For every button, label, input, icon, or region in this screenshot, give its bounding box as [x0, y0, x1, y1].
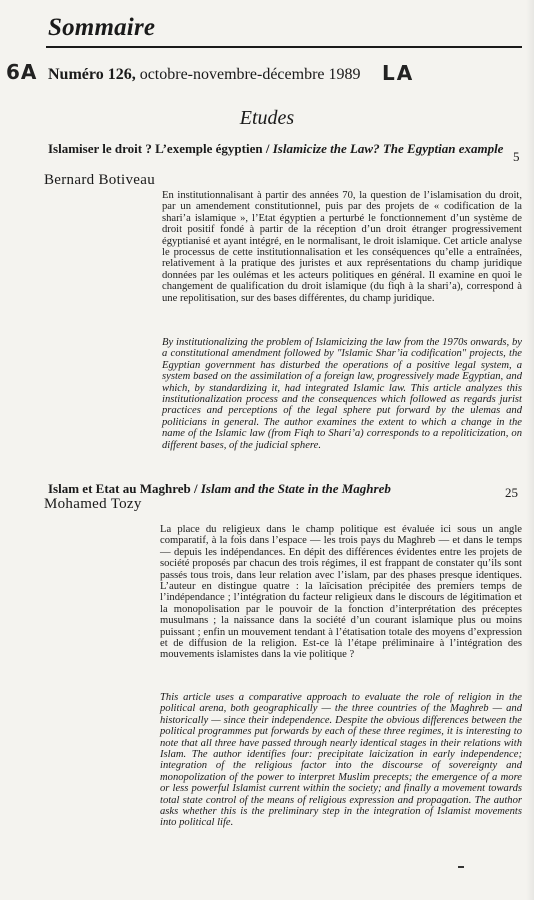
article-title-en: Islam and the State in the Maghreb — [200, 481, 391, 496]
page-title: Sommaire — [48, 14, 156, 41]
issue-date: octobre-novembre-décembre 1989 — [135, 66, 361, 83]
article-abstract-en: By institutionalizing the problem of Islamicizing the law from the 1970s onwards, by a constitutional amendment followed by "Islamic Shar’ia codification" projects, the Egyptian government has disturbed the operations of a positive legal system, a system based on the assimilation of a foreign law, progressively made Egyptian, and which, by standardizing it, had integrated Islamic law. This article analyzes this institutionalization process and the consequences which followed as regards jurist practices and perceptions of the legal sphere put forward by the ulemas and politicians in general. The author examines the extent to which a change in the name of the Islamic law (from Fiqh to Shari’a) corresponds to a repoliticization, on different bases, of the judicial sphere. — [162, 337, 522, 451]
article-title-fr: Islam et Etat au Maghreb / — [48, 481, 201, 496]
section-heading: Etudes — [239, 107, 295, 129]
article-abstract-fr: En institutionnalisant à partir des années 70, la question de l’islamisation du droit, par un amendement constitutionnel, puis par des projets de « codification de la shari’a islamique », l’Etat égyptien a perturbé le fonctionnement d’un système de droit positif fondé à partir de la réception d’un droit étranger progressivement égyptianisé et ayant intégré, en le normalisant, le droit islamique. Cet article analyse le processus de cette institutionnalisation et les conséquences qu’elle a entraînées, relativement à la pratique des juristes et aux représentations du champ juridique données par les oulémas et les acteurs politiques en général. Il examine en quoi le changement de qualification du droit islamique (du fiqh à la shari’a), correspond à une repolitisation, sur des bases différentes, du champ juridique. — [162, 190, 522, 304]
article-title — [48, 482, 506, 496]
article-author: Mohamed Tozy — [44, 496, 142, 512]
handwritten-annotation-left: 6A — [6, 60, 38, 84]
article-page-number: 25 — [505, 485, 518, 500]
article-author: Bernard Botiveau — [44, 172, 156, 188]
article-abstract-en: This article uses a comparative approach to evaluate the role of religion in the political arena, both geographically — the three countries of the Maghreb — and historically — since their independence. Despite the obvious differences between the political programmes put forwards by each of these three regimes, it is interesting to note that all three have passed through nearly identical stages in their relations with Islam. The author identifies four: precipitate laicization in early independence; integration of the religious factor into the discourse of sovereignty and monopolization of the power to interpret Muslim precepts; the emergence of a more or less powerful Islamist current within the society; and finally a movement towards total state control of the means of religious expression and propagation. The author asks whether this is the preliminary step in the integration of Islamist movements into political life. — [160, 692, 522, 829]
handwritten-annotation-right: LA — [382, 61, 415, 85]
article-title-en: Islamicize the Law? The Egyptian example — [272, 141, 504, 156]
page-edge-shadow — [526, 0, 534, 900]
article-page-number: 5 — [513, 149, 520, 164]
article-title — [48, 142, 506, 156]
issue-line — [48, 66, 361, 84]
article-abstract-fr: La place du religieux dans le champ politique est évaluée ici sous un angle comparatif, à la fois dans l’espace — les trois pays du Maghreb — et dans le temps — depuis les indépendances. En dépit des différences évidentes entre les projets de société proposés par chacun des trois régimes, il est frappant de constater qu’ils sont passés tous trois, dans leur relation avec l’islam, par des phases presque identiques. L’auteur en distingue quatre : la laïcisation précipitée des premiers temps de l’indépendance ; l’intégration du facteur religieux dans le discours de légitimation et la monopolisation par le pouvoir de la fonction d’interprétation des préceptes musulmans ; la naissance dans la société d’un courant islamique plus ou moins puissant ; enfin un mouvement tendant à l’étatisation totale des moyens d’expression et de diffusion de la religion. Est-ce là l’étape préliminaire à l’intégration des mouvements islamistes dans la vie politique ? — [160, 524, 522, 661]
article-title-fr: Islamiser le droit ? L’exemple égyptien / — [48, 141, 273, 156]
stray-mark — [458, 866, 464, 868]
issue-number: Numéro 126, — [48, 66, 136, 83]
title-rule — [46, 46, 522, 48]
